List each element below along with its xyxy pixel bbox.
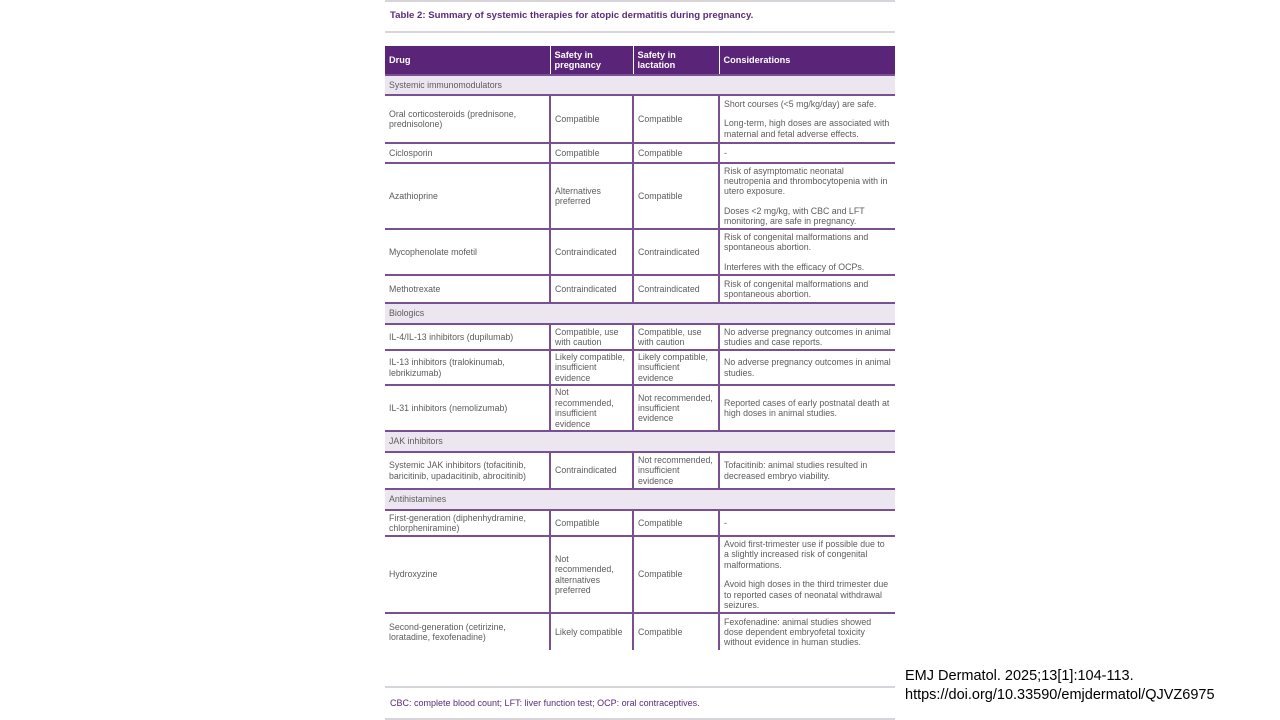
consideration-text: Avoid high doses in the third trimester due to reported cases of neonatal withdrawal seizures.: [724, 579, 889, 610]
cell-considerations: [719, 163, 895, 229]
cell-lactation: Likely compatible, insufficient evidence: [633, 350, 719, 385]
cell-drug: Second-generation (cetirizine, loratadine, fexofenadine): [385, 613, 550, 650]
header-drug: Drug: [385, 46, 550, 75]
cell-considerations: [719, 385, 895, 431]
cell-pregnancy: Compatible: [550, 143, 633, 163]
consideration-text: Avoid first-trimester use if possible due to a slightly increased risk of congenital malformations.: [724, 539, 885, 570]
cell-lactation: Compatible: [633, 143, 719, 163]
therapy-table: [385, 46, 895, 650]
cell-lactation: Not recommended, insufficient evidence: [633, 385, 719, 431]
cell-drug: IL-4/IL-13 inhibitors (dupilumab): [385, 324, 550, 350]
header-considerations: Considerations: [719, 46, 895, 75]
cell-pregnancy: Alternatives preferred: [550, 163, 633, 229]
cell-considerations: [719, 275, 895, 303]
cell-lactation: Compatible: [633, 613, 719, 650]
consideration-text: Long-term, high doses are associated with maternal and fetal adverse effects.: [724, 118, 890, 139]
cell-considerations: [719, 613, 895, 650]
cell-pregnancy: Likely compatible: [550, 613, 633, 650]
cell-considerations: [719, 324, 895, 350]
cell-drug: Systemic JAK inhibitors (tofacitinib, baricitinib, upadacitinib, abrocitinib): [385, 452, 550, 489]
cell-pregnancy: Compatible: [550, 95, 633, 143]
table-row: [385, 95, 895, 143]
consideration-text: Fexofenadine: animal studies showed dose dependent embryofetal toxicity without evidence in human studies.: [724, 616, 872, 648]
cell-lactation: Compatible: [633, 163, 719, 229]
consideration-text: Doses <2 mg/kg, with CBC and LFT monitoring, are safe in pregnancy.: [724, 205, 865, 227]
footnote-divider: [385, 686, 895, 688]
cell-considerations: [719, 229, 895, 275]
header-row: [385, 46, 895, 75]
cell-lactation: Compatible, use with caution: [633, 324, 719, 350]
consideration-text: Risk of asymptomatic neonatal neutropenia and thrombocytopenia with in utero exposure.: [724, 165, 888, 197]
title-divider: [385, 31, 895, 33]
cell-lactation: Not recommended, insufficient evidence: [633, 452, 719, 489]
section-row: [385, 431, 895, 452]
table-row: [385, 510, 895, 536]
consideration-text: -: [724, 517, 727, 528]
cell-pregnancy: Compatible: [550, 510, 633, 536]
cell-considerations: [719, 510, 895, 536]
cell-pregnancy: Not recommended, alternatives preferred: [550, 536, 633, 613]
table-row: [385, 229, 895, 275]
cell-pregnancy: Contraindicated: [550, 452, 633, 489]
table-body: [385, 75, 895, 650]
table-title: Table 2: Summary of systemic therapies for atopic dermatitis during pregnancy.: [390, 10, 754, 21]
cell-considerations: [719, 536, 895, 613]
table-row: [385, 452, 895, 489]
cell-lactation: Contraindicated: [633, 229, 719, 275]
section-label: Systemic immunomodulators: [385, 75, 895, 95]
cell-pregnancy: Contraindicated: [550, 229, 633, 275]
citation-doi: https://doi.org/10.33590/emjdermatol/QJVZ6975: [905, 687, 1215, 703]
cell-pregnancy: Contraindicated: [550, 275, 633, 303]
cell-lactation: Compatible: [633, 95, 719, 143]
consideration-text: No adverse pregnancy outcomes in animal studies and case reports.: [724, 326, 891, 347]
citation-journal: EMJ Dermatol. 2025;13[1]:104-113.: [905, 668, 1134, 684]
consideration-text: No adverse pregnancy outcomes in animal studies.: [724, 357, 891, 378]
section-label: Biologics: [385, 303, 895, 324]
consideration-text: Risk of congenital malformations and spontaneous abortion.: [724, 278, 869, 299]
cell-drug: Oral corticosteroids (prednisone, prednisolone): [385, 95, 550, 143]
cell-drug: Methotrexate: [385, 275, 550, 303]
cell-lactation: Compatible: [633, 510, 719, 536]
paragraph-gap: [724, 109, 891, 118]
table-row: [385, 350, 895, 385]
citation: [905, 667, 1215, 705]
table-row: [385, 324, 895, 350]
header-safety-pregnancy: Safety in pregnancy: [550, 46, 633, 75]
consideration-text: Tofacitinib: animal studies resulted in decreased embryo viability.: [724, 460, 868, 481]
consideration-text: -: [724, 147, 727, 158]
cell-considerations: [719, 95, 895, 143]
document-panel: [385, 0, 895, 720]
cell-pregnancy: Likely compatible, insufficient evidence: [550, 350, 633, 385]
cell-considerations: [719, 452, 895, 489]
cell-drug: Ciclosporin: [385, 143, 550, 163]
consideration-text: Short courses (<5 mg/kg/day) are safe.: [724, 98, 877, 109]
cell-lactation: Contraindicated: [633, 275, 719, 303]
table-row: [385, 536, 895, 613]
cell-drug: Mycophenolate mofetil: [385, 229, 550, 275]
section-row: [385, 489, 895, 510]
section-label: Antihistamines: [385, 489, 895, 510]
consideration-text: Risk of congenital malformations and spontaneous abortion.: [724, 231, 869, 253]
header-safety-lactation: Safety in lactation: [633, 46, 719, 75]
consideration-text: Reported cases of early postnatal death at high doses in animal studies.: [724, 397, 890, 419]
paragraph-gap: [724, 253, 891, 262]
cell-lactation: Compatible: [633, 536, 719, 613]
cell-pregnancy: Compatible, use with caution: [550, 324, 633, 350]
cell-pregnancy: Not recommended, insufficient evidence: [550, 385, 633, 431]
cell-drug: IL-13 inhibitors (tralokinumab, lebrikizumab): [385, 350, 550, 385]
top-divider: [385, 0, 895, 2]
section-row: [385, 303, 895, 324]
table-row: [385, 385, 895, 431]
cell-drug: First-generation (diphenhydramine, chlorpheniramine): [385, 510, 550, 536]
cell-considerations: [719, 143, 895, 163]
table-footnote: CBC: complete blood count; LFT: liver function test; OCP: oral contraceptives.: [390, 698, 700, 708]
paragraph-gap: [724, 570, 891, 579]
section-label: JAK inhibitors: [385, 431, 895, 452]
table-row: [385, 613, 895, 650]
cell-considerations: [719, 350, 895, 385]
cell-drug: IL-31 inhibitors (nemolizumab): [385, 385, 550, 431]
cell-drug: Azathioprine: [385, 163, 550, 229]
cell-drug: Hydroxyzine: [385, 536, 550, 613]
table-row: [385, 275, 895, 303]
paragraph-gap: [724, 197, 891, 206]
table-row: [385, 143, 895, 163]
section-row: [385, 75, 895, 95]
table-row: [385, 163, 895, 229]
consideration-text: Interferes with the efficacy of OCPs.: [724, 261, 865, 272]
